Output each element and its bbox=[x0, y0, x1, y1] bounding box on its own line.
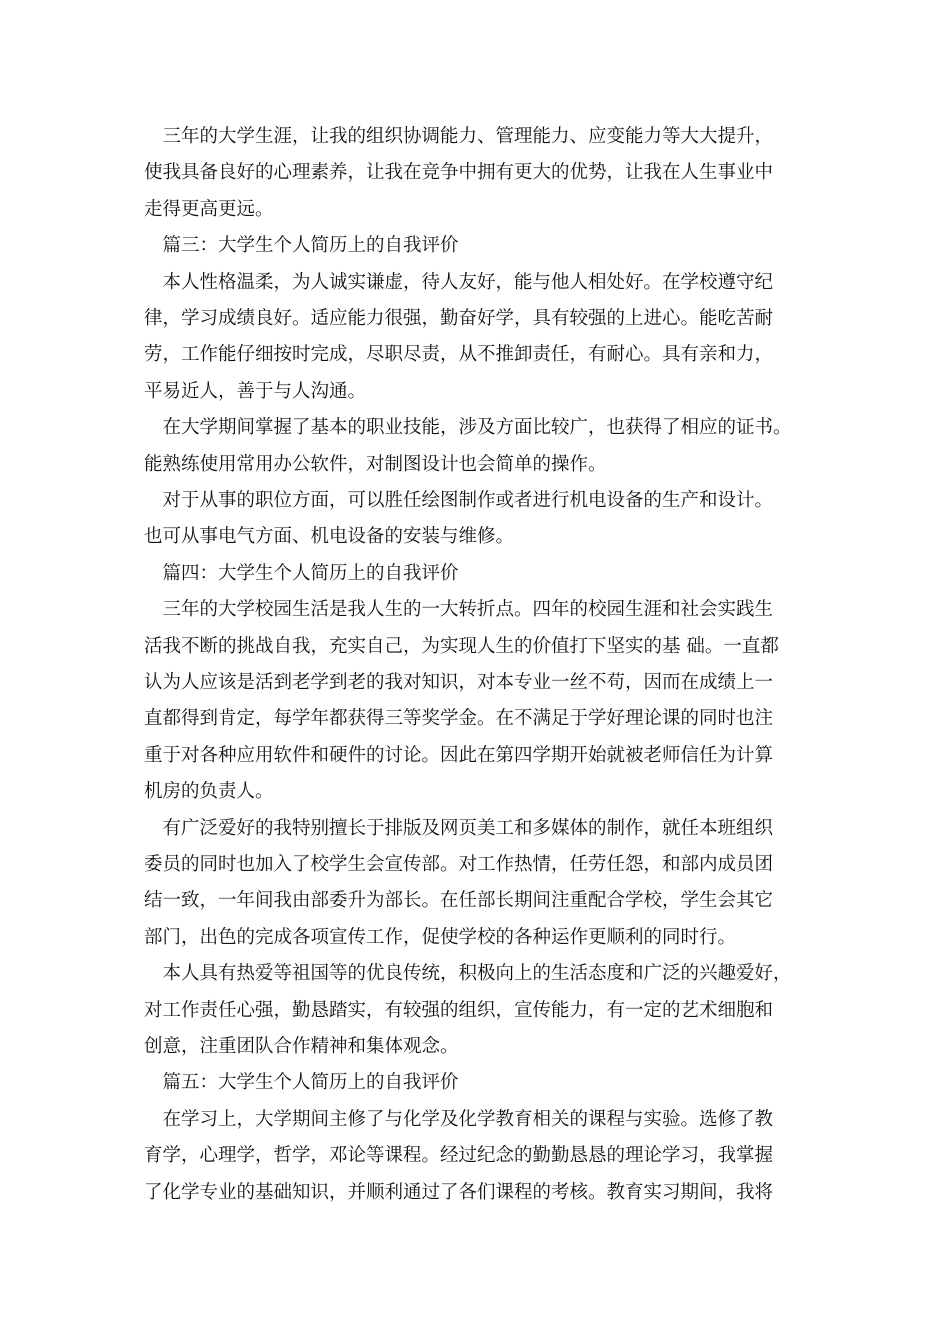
paragraph-line: 结一致，一年间我由部委升为部长。在任部长期间注重配合学校，学生会其它 bbox=[144, 890, 774, 912]
paragraph-line: 劳，工作能仔细按时完成，尽职尽责，从不推卸责任，有耐心。具有亲和力， bbox=[144, 344, 774, 366]
section-heading: 篇五：大学生个人简历上的自我评价 bbox=[144, 1072, 459, 1094]
paragraph-line: 对于从事的职位方面，可以胜任绘图制作或者进行机电设备的生产和设计。 bbox=[144, 490, 774, 511]
paragraph-line: 重于对各种应用软件和硬件的讨论。因此在第四学期开始就被老师信任为计算 bbox=[144, 744, 774, 766]
paragraph-line: 本人具有热爱等祖国等的优良传统，积极向上的生活态度和广泛的兴趣爱好， bbox=[144, 963, 792, 985]
paragraph-line: 了化学专业的基础知识，并顺利通过了各们课程的考核。教育实习期间，我将 bbox=[144, 1181, 774, 1203]
paragraph-line: 平易近人，善于与人沟通。 bbox=[144, 380, 367, 402]
paragraph-line: 活我不断的挑战自我，充实自己，为实现人生的价值打下坚实的基 础。一直都 bbox=[144, 635, 779, 657]
paragraph-line: 直都得到肯定，每学年都获得三等奖学金。在不满足于学好理论课的同时也注 bbox=[144, 708, 774, 730]
paragraph-line: 使我具备良好的心理素养，让我在竞争中拥有更大的优势，让我在人生事业中 bbox=[144, 162, 774, 184]
paragraph-line: 三年的大学校园生活是我人生的一大转折点。四年的校园生涯和社会实践生 bbox=[144, 599, 774, 621]
paragraph-line: 创意，注重团队合作精神和集体观念。 bbox=[144, 1036, 459, 1057]
paragraph-line: 部门，出色的完成各项宣传工作，促使学校的各种运作更顺利的同时行。 bbox=[144, 926, 737, 948]
paragraph-line: 也可从事电气方面、机电设备的安装与维修。 bbox=[144, 526, 515, 548]
paragraph-line: 机房的负责人。 bbox=[144, 781, 274, 803]
paragraph-line: 本人性格温柔，为人诚实谦虚，待人友好，能与他人相处好。在学校遵守纪 bbox=[144, 271, 774, 293]
paragraph-line: 在学习上，大学期间主修了与化学及化学教育相关的课程与实验。选修了教 bbox=[144, 1108, 774, 1130]
paragraph-line: 有广泛爱好的我特别擅长于排版及网页美工和多媒体的制作，就任本班组织 bbox=[144, 817, 774, 839]
paragraph-line: 对工作责任心强，勤恳踏实，有较强的组织，宣传能力，有一定的艺术细胞和 bbox=[144, 999, 774, 1021]
section-heading: 篇四：大学生个人简历上的自我评价 bbox=[144, 562, 459, 584]
paragraph-line: 律，学习成绩良好。适应能力很强，勤奋好学，具有较强的上进心。能吃苦耐 bbox=[144, 308, 774, 329]
paragraph-line: 认为人应该是活到老学到老的我对知识，对本专业一丝不苟，因而在成绩上一 bbox=[144, 672, 774, 693]
paragraph-line: 走得更高更远。 bbox=[144, 198, 274, 220]
paragraph-line: 育学，心理学，哲学，邓论等课程。经过纪念的勤勤恳恳的理论学习，我掌握 bbox=[144, 1145, 774, 1167]
paragraph-line: 在大学期间掌握了基本的职业技能，涉及方面比较广，也获得了相应的证书。 bbox=[144, 417, 792, 439]
paragraph-line: 委员的同时也加入了校学生会宣传部。对工作热情，任劳任怨，和部内成员团 bbox=[144, 854, 774, 875]
paragraph-line: 三年的大学生涯，让我的组织协调能力、管理能力、应变能力等大大提升， bbox=[144, 126, 774, 147]
section-heading: 篇三：大学生个人简历上的自我评价 bbox=[144, 235, 459, 257]
paragraph-line: 能熟练使用常用办公软件，对制图设计也会简单的操作。 bbox=[144, 453, 607, 475]
